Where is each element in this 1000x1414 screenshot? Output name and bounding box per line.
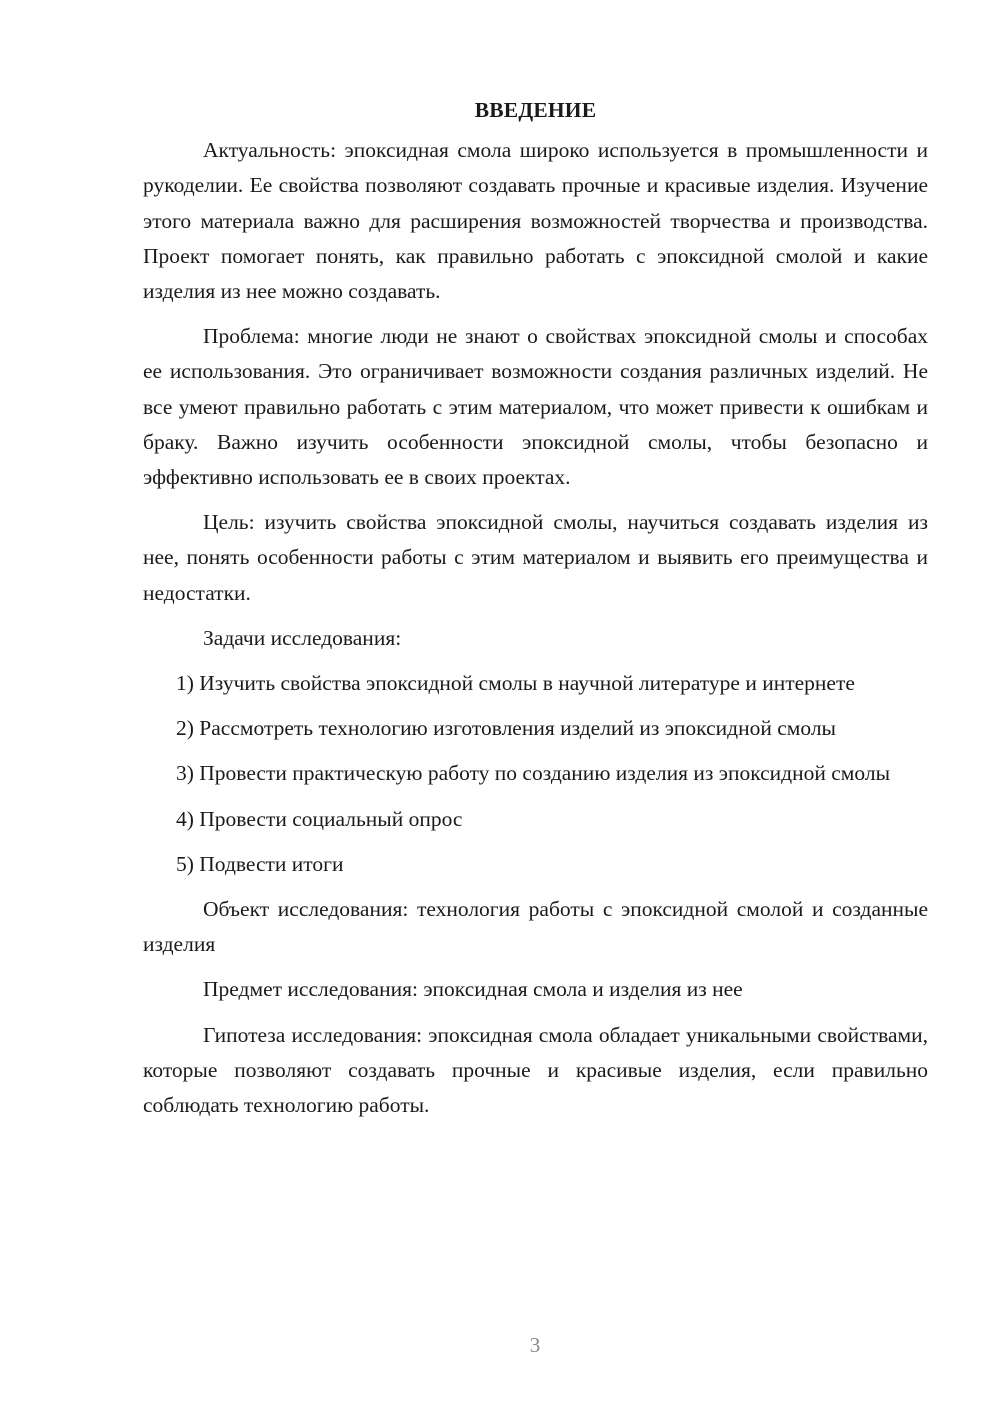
document-page (143, 93, 928, 1133)
page-number: 3 (529, 1333, 541, 1357)
tasks-heading: Задачи исследования: (203, 625, 402, 650)
paragraph-relevance: Актуальность: эпоксидная смола широко используется в промышленности и рукоделии. Ее свойства позволяют создавать прочные и красивые изделия. Изучение этого материала важно для расширения возможностей творчества и производства. Проект помогает понять, как правильно работать с эпоксидной смолой и какие изделия из нее можно создавать. (143, 138, 928, 304)
list-item: 1) Изучить свойства эпоксидной смолы в научной литературе и интернете (176, 671, 855, 696)
list-item: 4) Провести социальный опрос (176, 806, 463, 831)
list-item: 2) Рассмотреть технологию изготовления изделий из эпоксидной смолы (176, 716, 837, 741)
paragraph-goal: Цель: изучить свойства эпоксидной смолы, научиться создавать изделия из нее, понять особенности работы с этим материалом и выявить его преимущества и недостатки. (143, 510, 928, 605)
page-title: ВВЕДЕНИЕ (474, 98, 597, 122)
paragraph-hypothesis: Гипотеза исследования: эпоксидная смола обладает уникальными свойствами, которые позволяют создавать прочные и красивые изделия, если правильно соблюдать технологию работы. (143, 1022, 928, 1118)
paragraph-object: Объект исследования: технология работы с эпоксидной смолой и созданные изделия (143, 897, 928, 957)
list-item: 3) Провести практическую работу по созданию изделия из эпоксидной смолы (176, 761, 891, 786)
list-item: 5) Подвести итоги (176, 851, 344, 876)
tasks-list (143, 666, 928, 882)
paragraph-subject: Предмет исследования: эпоксидная смола и изделия из нее (203, 977, 743, 1002)
paragraph-problem: Проблема: многие люди не знают о свойствах эпоксидной смолы и способах ее использования. Это ограничивает возможности создания различных изделий. Не все умеют правильно работать с этим материалом, что может привести к ошибкам и браку. Важно изучить особенности эпоксидной смолы, чтобы безопасно и эффективно использовать ее в своих проектах. (143, 324, 928, 490)
